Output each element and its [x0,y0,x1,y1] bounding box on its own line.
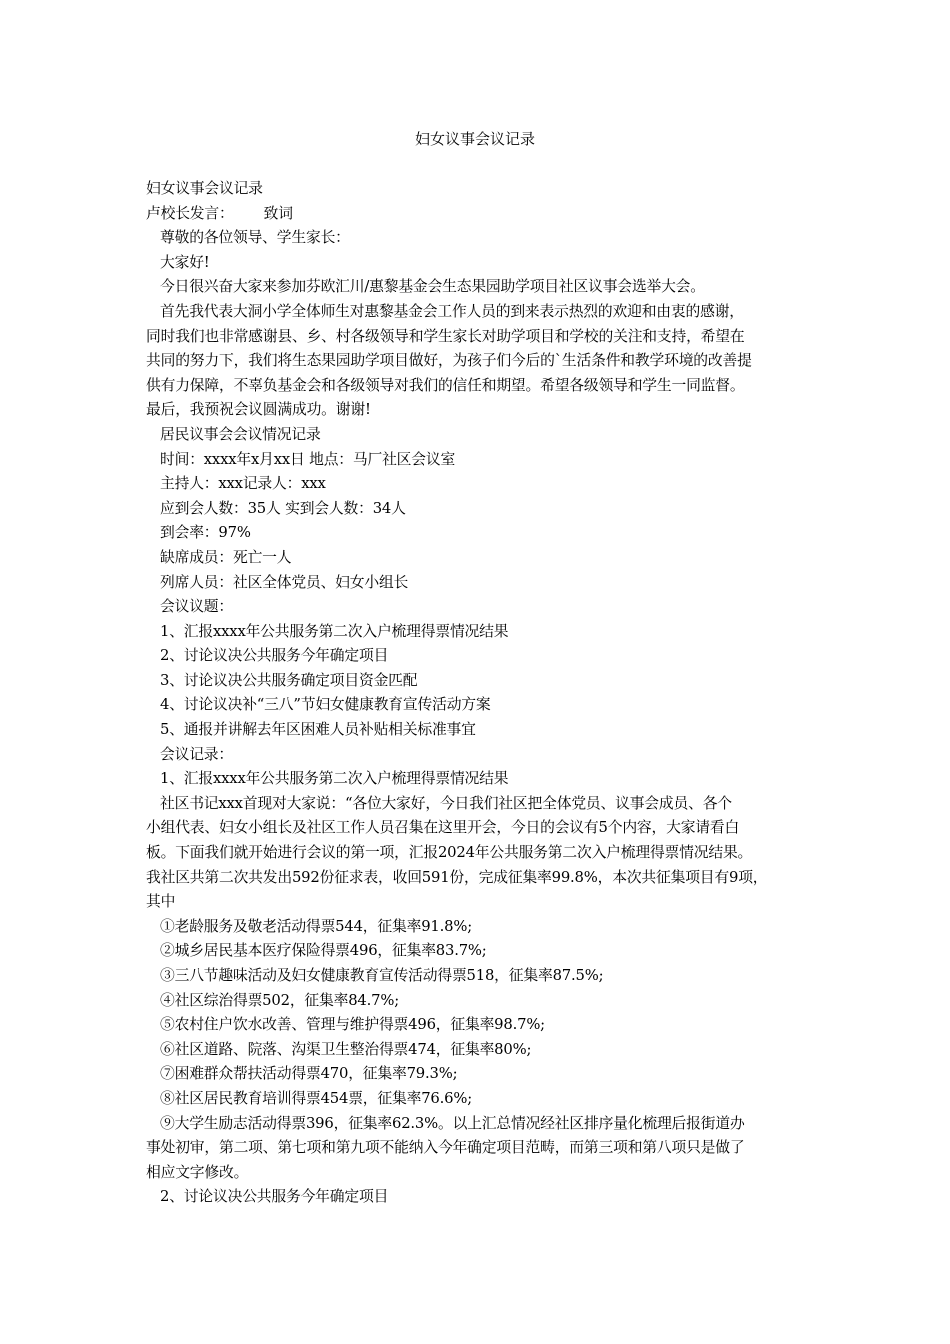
meeting-info-line: 主持人：xxx记录人：xxx [160,475,326,493]
vote-result-item: ⑦困难群众帮扶活动得票470，征集率79.3%; [160,1065,458,1083]
paragraph-line: 我社区共第二次共发出592份征求表，收回591份，完成征集率99.8%，本次共征集项目有9项， [146,868,768,886]
agenda-item: 3、讨论议决公共服务确定项目资金匹配 [160,671,418,689]
meeting-info-line: 到会率：97% [160,524,251,542]
paragraph-line: 最后，我预祝会议圆满成功。谢谢! [146,401,371,419]
minutes-heading: 会议记录： [160,745,233,763]
vote-result-item: ⑤农村住户饮水改善、管理与维护得票496，征集率98.7%; [160,1016,545,1034]
paragraph-line: 首先我代表大洞小学全体师生对惠黎基金会工作人员的到来表示热烈的欢迎和由衷的感谢， [160,302,744,320]
document-body [146,177,814,1210]
paragraph-line: 大家好! [160,253,210,271]
paragraph-line: 今日很兴奋大家来参加芬欧汇川/惠黎基金会生态果园助学项目社区议事会选举大会。 [160,278,705,296]
meeting-info-line: 缺席成员：死亡一人 [160,548,292,566]
paragraph-line: 小组代表、妇女小组长及社区工作人员召集在这里开会，今日的会议有5个内容，大家请看白 [146,819,740,837]
paragraph-line: 社区书记xxx首现对大家说：“各位大家好，今日我们社区把全体党员、议事会成员、各个 [160,794,732,812]
agenda-heading: 会议议题： [160,598,233,616]
document-title: 妇女议事会议记录 [414,130,535,148]
paragraph-line: 事处初审，第二项、第七项和第九项不能纳入今年确定项目范畴，而第三项和第八项只是做了 [146,1139,745,1157]
paragraph-line: 尊敬的各位领导、学生家长： [160,229,350,247]
vote-result-item: ④社区综治得票502，征集率84.7%; [160,991,400,1009]
minutes-item-heading: 1、汇报xxxx年公共服务第二次入户梳理得票情况结果 [160,770,509,788]
speaker-line [146,202,814,227]
body-heading: 妇女议事会议记录 [146,180,263,197]
agenda-item: 5、通报并讲解去年区困难人员补贴相关标准事宜 [160,721,476,739]
speech-title: 致词 [263,204,293,222]
paragraph-line: 其中 [146,893,176,911]
minutes-item-heading: 2、讨论议决公共服务今年确定项目 [160,1188,389,1206]
meeting-info-line: 列席人员：社区全体党员、妇女小组长 [160,573,409,591]
paragraph-line: 板。下面我们就开始进行会议的第一项，汇报2024年公共服务第二次入户梳理得票情况结果。 [146,844,753,862]
paragraph-line: 共同的努力下，我们将生态果园助学项目做好，为孩子们今后的`生活条件和教学环境的改善提 [146,352,752,370]
vote-result-item: ⑥社区道路、院落、沟渠卫生整治得票474，征集率80%; [160,1040,532,1058]
vote-result-item: ③三八节趣味活动及妇女健康教育宣传活动得票518，征集率87.5%; [160,967,604,984]
vote-result-item: ①老龄服务及敬老活动得票544，征集率91.8%; [160,917,472,935]
paragraph-line: 相应文字修改。 [146,1163,249,1181]
vote-result-item: ⑨大学生励志活动得票396，征集率62.3%。以上汇总情况经社区排序量化梳理后报街道办 [160,1114,745,1132]
agenda-item: 4、讨论议决补“三八”节妇女健康教育宣传活动方案 [160,696,491,714]
vote-result-item: ②城乡居民基本医疗保险得票496，征集率83.7%; [160,942,487,960]
speaker-label: 卢校长发言： [146,204,234,222]
paragraph-line: 供有力保障，不辜负基金会和各级领导对我们的信任和期望。希望各级领导和学生一同监督。 [146,376,745,394]
meeting-info-line: 应到会人数：35人 实到会人数：34人 [160,499,406,517]
vote-result-item: ⑧社区居民教育培训得票454票，征集率76.6%; [160,1089,472,1107]
section-heading: 居民议事会会议情况记录 [160,425,321,443]
agenda-item: 2、讨论议决公共服务今年确定项目 [160,647,389,665]
meeting-info-line: 时间：xxxx年x月xx日 地点：马厂社区会议室 [160,450,456,468]
agenda-item: 1、汇报xxxx年公共服务第二次入户梳理得票情况结果 [160,622,509,640]
paragraph-line: 同时我们也非常感谢县、乡、村各级领导和学生家长对助学项目和学校的关注和支持，希望在 [146,327,745,345]
